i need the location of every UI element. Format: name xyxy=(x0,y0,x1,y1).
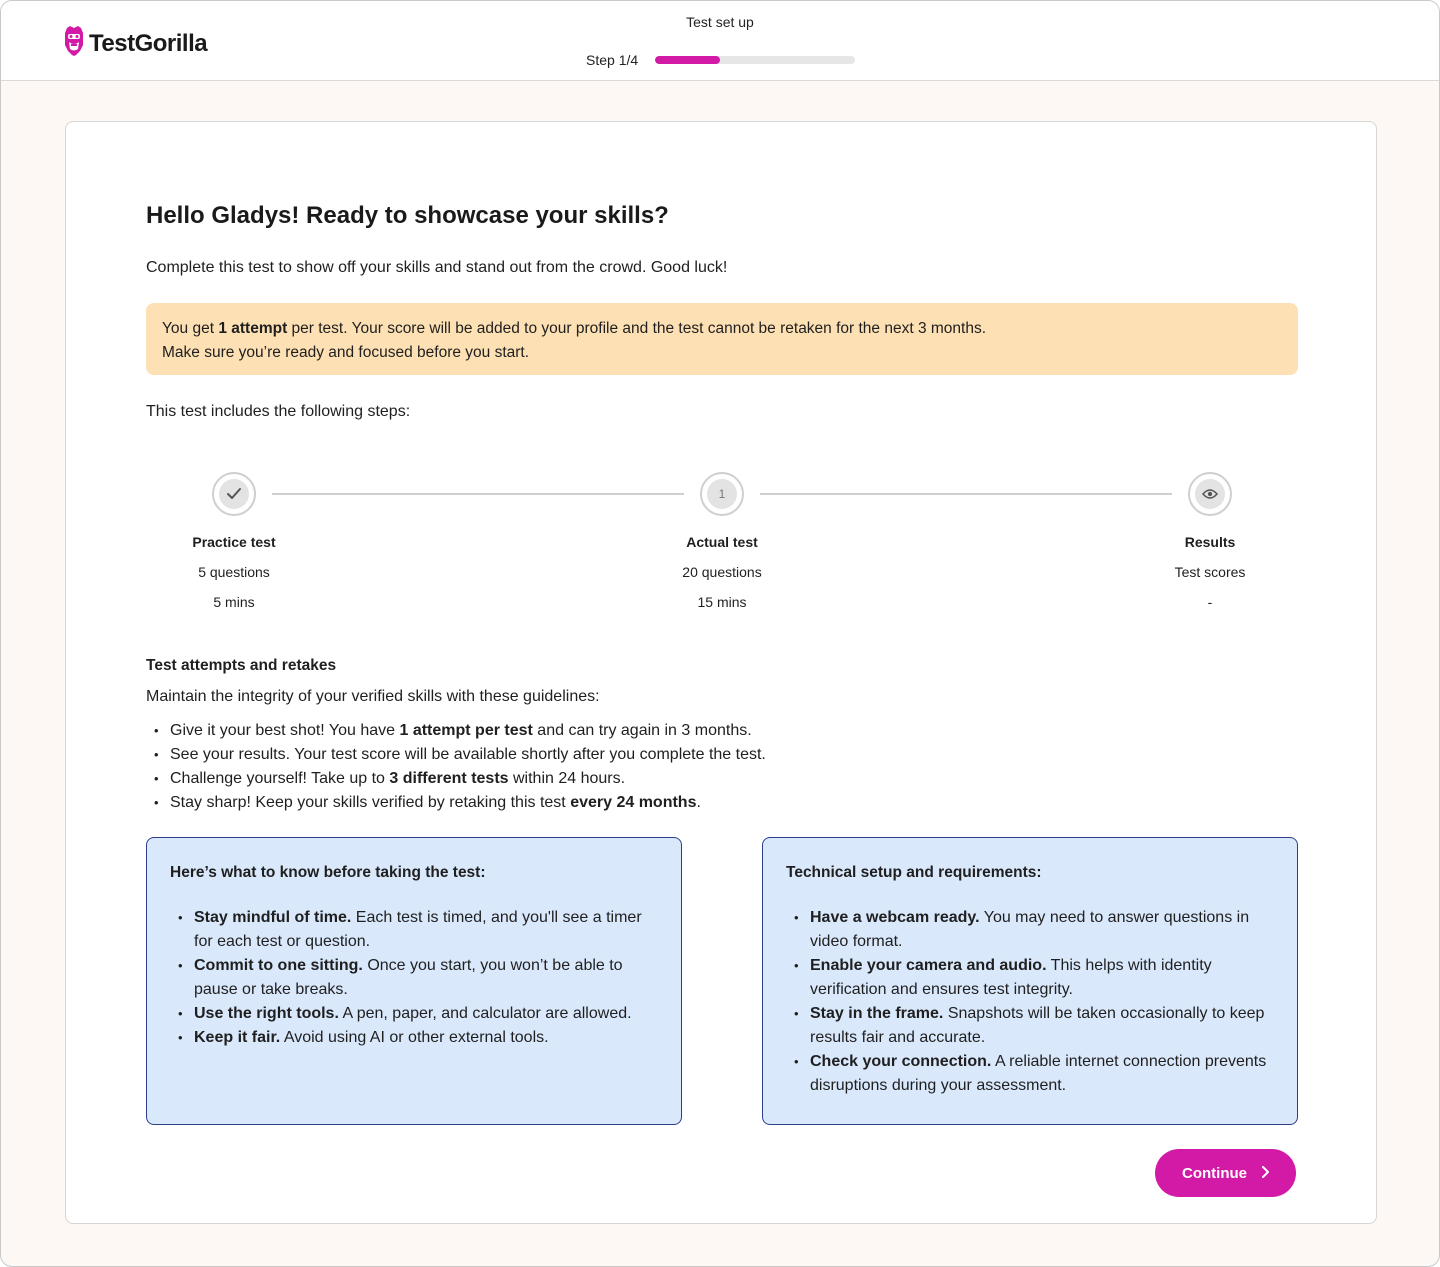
list-item xyxy=(154,767,766,791)
steps-timeline xyxy=(146,472,1298,612)
guideline-text: Challenge yourself! Take up to xyxy=(170,770,390,787)
item-bold: Commit to one sitting. xyxy=(194,957,363,974)
progress-bar-fill xyxy=(655,56,720,64)
attempt-notice xyxy=(146,303,1298,375)
item-text: Avoid using AI or other external tools. xyxy=(280,1029,549,1046)
step-indicator: Step 1/4 xyxy=(586,52,639,68)
attempts-heading: Test attempts and retakes xyxy=(146,657,337,674)
item-bold: Enable your camera and audio. xyxy=(810,957,1047,974)
list-item xyxy=(794,906,1274,954)
step-number: 1 xyxy=(707,479,737,509)
steps-intro: This test includes the following steps: xyxy=(146,403,411,420)
timeline-connector xyxy=(272,493,684,495)
item-text: A reliable internet connection prevents disruptions during your assessment. xyxy=(810,1053,1267,1094)
step-detail: 15 mins xyxy=(697,594,747,610)
attempts-description: Maintain the integrity of your verified skills with these guidelines: xyxy=(146,688,600,705)
step-detail: - xyxy=(1207,594,1213,610)
guideline-bold: 3 different tests xyxy=(389,770,509,787)
item-bold: Stay in the frame. xyxy=(810,1005,944,1022)
notice-line-2: Make sure you’re ready and focused before you start. xyxy=(162,344,530,361)
technical-setup-list xyxy=(786,906,1274,1098)
step-status-circle xyxy=(212,472,256,516)
step-practice-test xyxy=(154,472,314,610)
step-status-circle xyxy=(700,472,744,516)
greeting-heading: Hello Gladys! Ready to showcase your skills? xyxy=(146,202,669,229)
step-detail: 5 mins xyxy=(213,594,255,610)
step-name: Practice test xyxy=(192,534,276,550)
continue-button[interactable] xyxy=(1155,1149,1296,1197)
know-before-heading: Here’s what to know before taking the test: xyxy=(170,864,486,881)
progress-bar xyxy=(655,56,855,64)
notice-text: You get xyxy=(162,320,219,337)
guideline-bold: every 24 months xyxy=(570,794,697,811)
item-bold: Check your connection. xyxy=(810,1053,992,1070)
item-bold: Keep it fair. xyxy=(194,1029,281,1046)
list-item xyxy=(154,719,766,743)
list-item xyxy=(154,743,766,767)
technical-setup-heading: Technical setup and requirements: xyxy=(786,864,1042,881)
item-text: Once you start, you won’t be able to pause or take breaks. xyxy=(194,957,623,998)
continue-label: Continue xyxy=(1182,1164,1247,1182)
list-item xyxy=(178,954,658,1002)
guideline-text: within 24 hours. xyxy=(508,770,626,787)
step-results xyxy=(1130,472,1290,610)
eye-icon xyxy=(1195,479,1225,509)
step-detail: Test scores xyxy=(1174,564,1246,580)
guideline-text: . xyxy=(696,794,701,811)
technical-setup-box xyxy=(762,837,1298,1125)
step-name: Actual test xyxy=(686,534,758,550)
notice-bold: 1 attempt xyxy=(218,320,288,337)
logo-text: TestGorilla xyxy=(89,29,208,57)
item-bold: Stay mindful of time. xyxy=(194,909,352,926)
list-item xyxy=(794,1050,1274,1098)
list-item xyxy=(178,1026,658,1050)
notice-line-1 xyxy=(162,317,1282,341)
list-item xyxy=(794,954,1274,1002)
page-title: Test set up xyxy=(686,14,754,30)
guideline-text: See your results. Your test score will be available shortly after you complete the test. xyxy=(170,746,766,763)
notice-text: per test. Your score will be added to your profile and the test cannot be retaken for the next 3 months. xyxy=(287,320,987,337)
guideline-text: Give it your best shot! You have xyxy=(170,722,400,739)
list-item xyxy=(794,1002,1274,1050)
item-bold: Have a webcam ready. xyxy=(810,909,980,926)
item-text: Snapshots will be taken occasionally to keep results fair and accurate. xyxy=(810,1005,1265,1046)
subtitle: Complete this test to show off your skills and stand out from the crowd. Good luck! xyxy=(146,259,728,276)
step-detail: 5 questions xyxy=(198,564,270,580)
list-item xyxy=(178,906,658,954)
step-name: Results xyxy=(1184,534,1236,550)
timeline-connector xyxy=(760,493,1172,495)
list-item xyxy=(178,1002,658,1026)
item-text: Each test is timed, and you'll see a timer for each test or question. xyxy=(194,909,642,950)
list-item xyxy=(154,791,766,815)
item-text: You may need to answer questions in video format. xyxy=(810,909,1250,950)
chevron-right-icon xyxy=(1261,1165,1269,1182)
item-text: A pen, paper, and calculator are allowed. xyxy=(338,1005,632,1022)
top-bar xyxy=(1,1,1439,81)
guidelines-list xyxy=(154,719,766,815)
item-bold: Use the right tools. xyxy=(194,1005,339,1022)
guideline-bold: 1 attempt per test xyxy=(399,722,533,739)
item-text: This helps with identity verification and ensures test integrity. xyxy=(810,957,1212,998)
know-before-box xyxy=(146,837,682,1125)
know-before-list xyxy=(170,906,658,1050)
main-card xyxy=(65,121,1377,1224)
logo[interactable] xyxy=(63,25,207,62)
gorilla-logo-icon xyxy=(63,25,85,62)
step-status-circle xyxy=(1188,472,1232,516)
step-detail: 20 questions xyxy=(682,564,762,580)
guideline-text: Stay sharp! Keep your skills verified by retaking this test xyxy=(170,794,571,811)
step-actual-test xyxy=(642,472,802,610)
check-icon xyxy=(219,479,249,509)
guideline-text: and can try again in 3 months. xyxy=(532,722,752,739)
